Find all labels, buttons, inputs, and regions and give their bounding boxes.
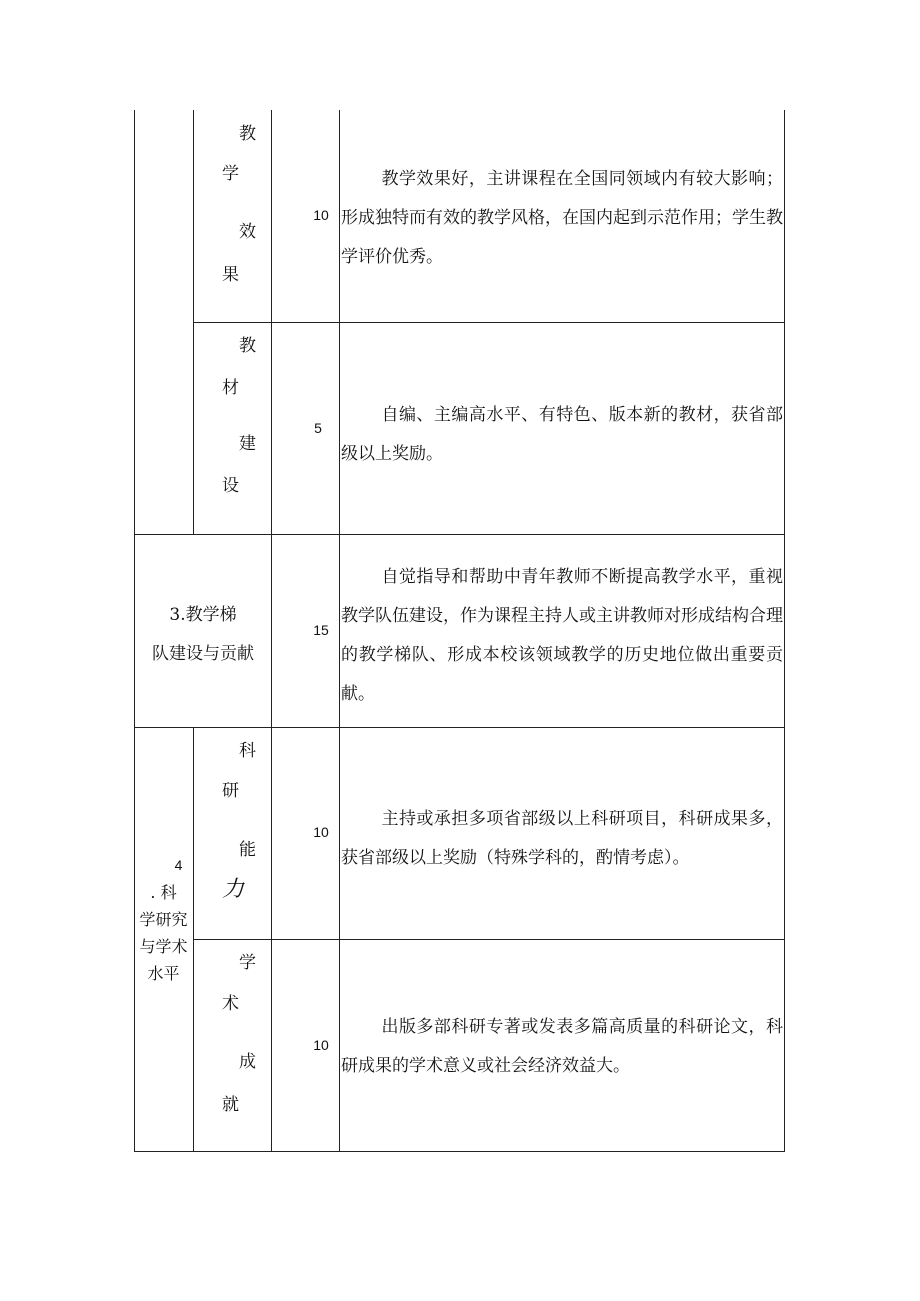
label-char: 果 (222, 265, 239, 285)
category-line: 水平 (147, 964, 180, 983)
label-char: 研 (222, 781, 239, 801)
label-char: 力 (222, 877, 245, 902)
row-divider-1 (193, 322, 785, 323)
row-divider-4 (193, 939, 785, 940)
table-right-border (784, 110, 785, 1152)
col-divider-2 (271, 110, 272, 1152)
category-line: 3.教学梯 (169, 605, 237, 625)
category-line: 学研究 (139, 910, 188, 929)
table-bottom-border (134, 1151, 785, 1152)
score-value: 15 (313, 622, 329, 638)
score-value: 10 (313, 824, 329, 840)
score-value: 5 (314, 420, 322, 436)
label-char: 术 (222, 994, 239, 1014)
score-value: 10 (313, 1037, 329, 1053)
score-value: 10 (313, 207, 329, 223)
label-char: 材 (222, 378, 239, 398)
label-char: 效 (239, 222, 256, 242)
description-text: 主持或承担多项省部级以上科研项目，科研成果多，获省部级以上奖励（特殊学科的，酌情考虑）。 (341, 809, 783, 868)
row-divider-3 (134, 727, 785, 728)
row-divider-2 (134, 534, 785, 535)
label-char: 就 (222, 1095, 239, 1115)
label-char: 建 (239, 434, 256, 454)
label-char: 科 (239, 741, 256, 761)
description-text: 自觉指导和帮助中青年教师不断提高教学水平，重视教学队伍建设，作为课程主持人或主讲教师对形成结构合理的教学梯队、形成本校该领域教学的历史地位做出重要贡献。 (341, 567, 783, 704)
label-char: 教 (239, 336, 256, 356)
label-char: 学 (222, 164, 239, 184)
description-text: 出版多部科研专著或发表多篇高质量的科研论文，科研成果的学术意义或社会经济效益大。 (341, 1017, 783, 1076)
label-char: 教 (239, 124, 256, 144)
category-line: . 科 (150, 883, 177, 902)
description-text: 自编、主编高水平、有特色、版本新的教材，获省部级以上奖励。 (341, 405, 783, 464)
category-label (135, 596, 271, 674)
label-char: 成 (239, 1052, 256, 1072)
category-line: 与学术 (139, 937, 188, 956)
label-char: 能 (239, 840, 256, 860)
label-char: 学 (239, 953, 256, 973)
category-line: 4 (174, 857, 183, 873)
description-text: 教学效果好，主讲课程在全国同领域内有较大影响；形成独特而有效的教学风格，在国内起到示范作用；学生教学评价优秀。 (341, 169, 783, 267)
label-char: 设 (222, 476, 239, 496)
category-label (134, 852, 193, 987)
category-line: 队建设与贡献 (152, 644, 254, 664)
